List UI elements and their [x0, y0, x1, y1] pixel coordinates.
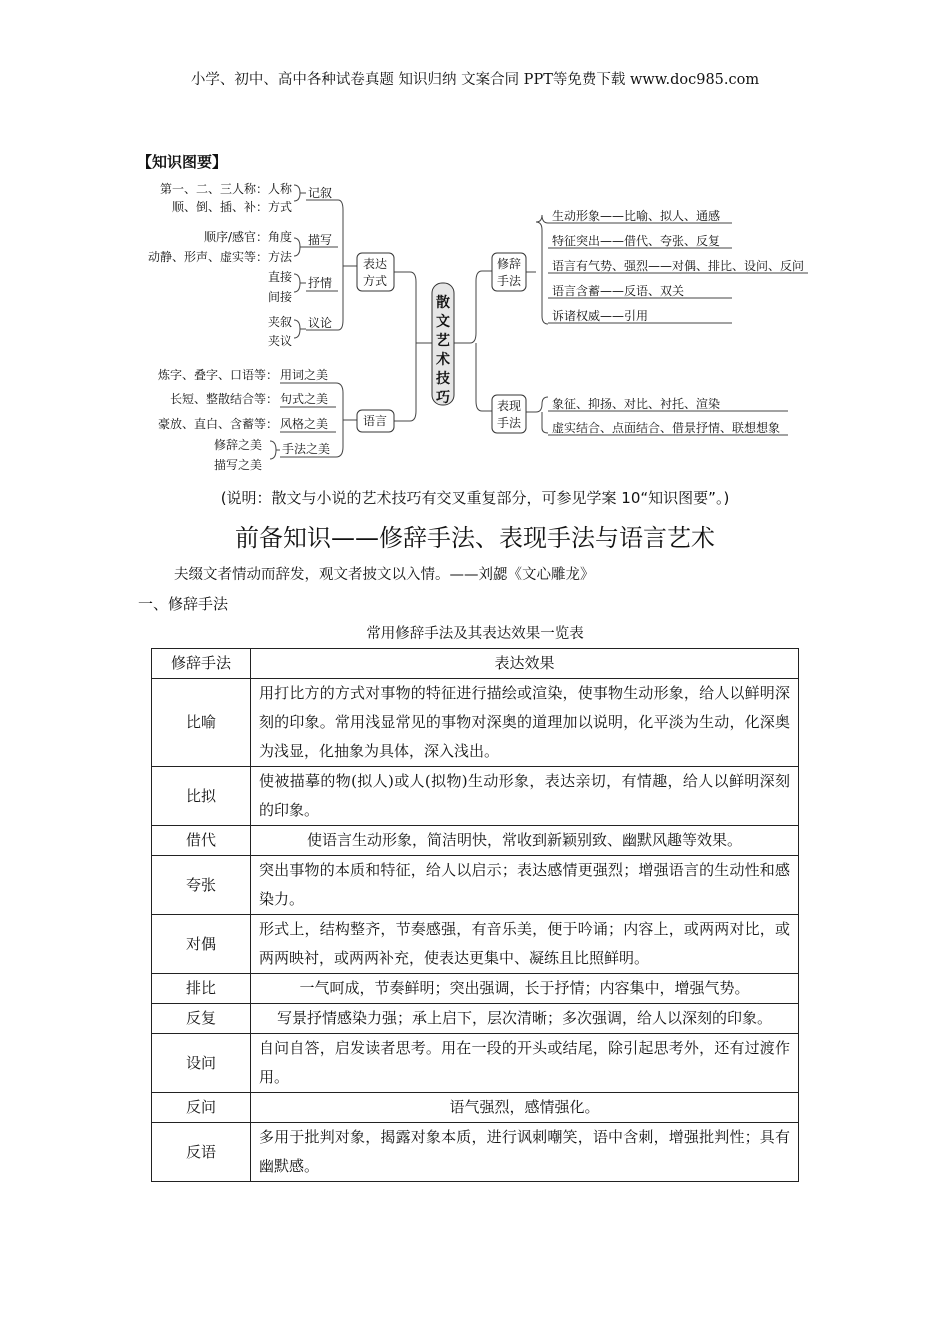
- section-heading: 【知识图要】: [137, 153, 228, 171]
- rhetoric-item-4: 语言含蓄——反语、双关: [552, 284, 685, 298]
- row-effect: 多用于批判对象，揭露对象本质，进行讽刺嘲笑，语中含刺，增强批判性；具有幽默感。: [251, 1123, 799, 1182]
- narration-item-2: 顺、倒、插、补：方式: [171, 200, 292, 214]
- representation-item-1: 象征、抑扬、对比、衬托、渲染: [552, 397, 721, 411]
- description-label: 描写: [308, 233, 333, 247]
- table-header-row: [152, 649, 799, 679]
- narration-label: 记叙: [308, 186, 333, 200]
- row-name: 反问: [152, 1093, 251, 1123]
- table-row: [152, 1123, 799, 1182]
- row-effect: 突出事物的本质和特征，给人以启示；表达感情更强烈；增强语言的生动性和感染力。: [251, 856, 799, 915]
- row-name: 设问: [152, 1034, 251, 1093]
- words-item: 炼字、叠字、口语等：: [157, 368, 278, 382]
- row-name: 比拟: [152, 767, 251, 826]
- row-name: 反语: [152, 1123, 251, 1182]
- center-char-1: 散: [436, 295, 450, 311]
- table-row: [152, 1004, 799, 1034]
- center-char-4: 术: [436, 352, 450, 368]
- table-caption: 常用修辞手法及其表达效果一览表: [366, 626, 584, 642]
- row-name: 夸张: [152, 856, 251, 915]
- sentence-item: 长短、整散结合等：: [169, 392, 278, 406]
- table-row: [152, 1034, 799, 1093]
- rhetoric-item-3: 语言有气势、强烈——对偶、排比、设问、反问: [552, 259, 805, 273]
- table-row: [152, 826, 799, 856]
- rhetoric-box-line2: 手法: [496, 274, 522, 288]
- center-char-3: 艺: [436, 333, 450, 349]
- page-header: 小学、初中、高中各种试卷真题 知识归纳 文案合同 PPT等免费下载 www.doc985.com: [190, 72, 760, 88]
- representation-box-line1: 表现: [496, 399, 522, 413]
- style-item: 豪放、直白、含蓄等：: [157, 417, 278, 431]
- center-char-2: 文: [436, 314, 450, 330]
- rhetoric-item-2: 特征突出——借代、夸张、反复: [552, 234, 721, 248]
- table-row: [152, 856, 799, 915]
- subsection-heading: 一、修辞手法: [138, 595, 229, 613]
- expression-box-line1: 表达: [362, 257, 388, 271]
- language-box: 语言: [362, 414, 388, 428]
- table-row: [152, 1093, 799, 1123]
- argument-label: 议论: [308, 316, 333, 330]
- row-effect: 一气呵成，节奏鲜明；突出强调，长于抒情；内容集中，增强气势。: [251, 974, 799, 1004]
- row-effect: 用打比方的方式对事物的特征进行描绘或渲染，使事物生动形象，给人以鲜明深刻的印象。常用浅显常见的事物对深奥的道理加以说明，化平淡为生动，化深奥为浅显，化抽象为具体，深入浅出。: [251, 679, 799, 767]
- sentence-label: 句式之美: [280, 392, 329, 406]
- words-label: 用词之美: [280, 368, 329, 382]
- table-row: [152, 915, 799, 974]
- rhetoric-table: [151, 648, 799, 1182]
- mindmap: [140, 175, 820, 475]
- header-effect: 表达效果: [251, 649, 799, 679]
- row-name: 比喻: [152, 679, 251, 767]
- rhetoric-box-line1: 修辞: [496, 257, 522, 271]
- rhetoric-item-5: 诉诸权威——引用: [552, 309, 649, 323]
- lyric-label: 抒情: [308, 276, 333, 290]
- row-effect: 使语言生动形象，简洁明快，常收到新颖别致、幽默风趣等效果。: [251, 826, 799, 856]
- table-row: [152, 679, 799, 767]
- row-name: 借代: [152, 826, 251, 856]
- technique-item-2: 描写之美: [213, 458, 262, 472]
- row-effect: 形式上，结构整齐，节奏感强，有音乐美，便于吟诵；内容上，或两两对比，或两两映衬，或两两补充，使表达更集中、凝练且比照鲜明。: [251, 915, 799, 974]
- center-char-6: 巧: [436, 390, 450, 406]
- row-name: 排比: [152, 974, 251, 1004]
- description-item-1: 顺序/感官：角度: [203, 230, 292, 244]
- row-effect: 写景抒情感染力强；承上启下，层次清晰；多次强调，给人以深刻的印象。: [251, 1004, 799, 1034]
- lyric-item-1: 直接: [267, 270, 292, 284]
- technique-label: 手法之美: [282, 442, 331, 456]
- representation-item-2: 虚实结合、点面结合、借景抒情、联想想象: [552, 421, 781, 435]
- argument-item-1: 夹叙: [267, 315, 292, 329]
- row-name: 反复: [152, 1004, 251, 1034]
- narration-item-1: 第一、二、三人称：人称: [159, 182, 292, 196]
- header-rhetoric: 修辞手法: [152, 649, 251, 679]
- table-row: [152, 767, 799, 826]
- expression-box-line2: 方式: [362, 274, 388, 288]
- row-name: 对偶: [152, 915, 251, 974]
- description-item-2: 动静、形声、虚实等：方法: [147, 250, 292, 264]
- row-effect: 使被描摹的物(拟人)或人(拟物)生动形象，表达亲切，有情趣，给人以鲜明深刻的印象。: [251, 767, 799, 826]
- technique-item-1: 修辞之美: [213, 438, 262, 452]
- rhetoric-item-1: 生动形象——比喻、拟人、通感: [552, 209, 721, 223]
- note: (说明：散文与小说的艺术技巧有交叉重复部分，可参见学案 10“知识图要”。): [220, 489, 730, 507]
- row-effect: 自问自答，启发读者思考。用在一段的开头或结尾，除引起思考外，还有过渡作用。: [251, 1034, 799, 1093]
- table-row: [152, 974, 799, 1004]
- representation-box-line2: 手法: [496, 416, 522, 430]
- row-effect: 语气强烈，感情强化。: [251, 1093, 799, 1123]
- center-char-5: 技: [436, 371, 450, 387]
- quote: 夫缀文者情动而辞发，观文者披文以入情。——刘勰《文心雕龙》: [174, 567, 595, 583]
- style-label: 风格之美: [280, 417, 329, 431]
- lyric-item-2: 间接: [267, 290, 292, 304]
- main-title: 前备知识——修辞手法、表现手法与语言艺术: [235, 524, 715, 552]
- argument-item-2: 夹议: [267, 334, 292, 348]
